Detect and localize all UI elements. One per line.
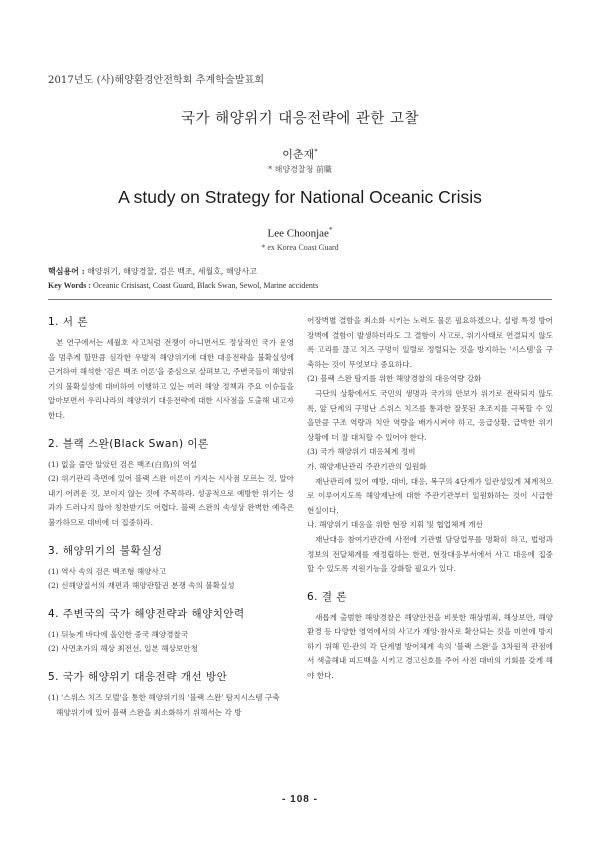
section-2-heading: 2. 블랙 스완(Black Swan) 이론 xyxy=(48,437,209,450)
section-5-item-3-ga-body: 재난관리에 있어 예방, 대비, 대응, 복구의 4단계가 일관성있게 체계적으로 이루어지도록 해양재난에 대한 주관기관부터 일원화하는 것이 시급한 현실이다. xyxy=(307,476,553,515)
korean-keywords-text: 해양위기, 해양경찰, 검은 백조, 세월호, 해양사고 xyxy=(87,267,257,276)
section-5-continued-body: 어장벽별 결함을 최소화 시키는 노력도 물론 필요하겠으나, 설령 특정 방어장벽에 결함이 발생하더라도 그 결함이 사고로, 위기사태로 연결되지 않도록 고리를 끊고 치즈 구멍이 일렬로 정렬되는 것을 방지하는 '시스템'을 구축하는 것이 무엇보다 중요하다. xyxy=(307,316,553,369)
section-6-body: 새롭게 출범한 해양경찰은 해양안전을 비롯한 해상범죄, 해상보안, 해양환경 등 다양한 영역에서의 사고가 재앙·참사로 확산되는 것을 미연에 방지하기 위해 민·관의 각 단계별 방어체계 속의 '블랙 스완'을 3차원적 관점에서 색출해내 피드백을 시키고 경고신호를 주어 사전 대비의 기회를 갖게 해야 한다. xyxy=(307,612,553,681)
section-5-item-3-na-body: 재난대응 참여기관간에 사전에 기관별 담당업무를 명확히 하고, 법령과 정보의 전달체계를 재정립하는 한편, 현장대응부서에서 사고 대응에 집중할 수 있도록 지원기능을 강화할 필요가 있다. xyxy=(307,534,553,574)
english-keywords-label: Key Words : xyxy=(48,281,91,290)
section-4-heading: 4. 주변국의 국가 해양전략과 해양치안력 xyxy=(48,607,245,620)
section-1-body: 본 연구에서는 세월호 사고처럼 전쟁이 아니면서도 정상적인 국가 운영을 멈추게 할만큼 심각한 우발적 해양위기에 대한 대응전략을 불확실성에 근거하여 해석한 '검은 백조 이론'을 중심으로 살펴보고, 주변국들이 해양위기의 불확실성에 대비하여 이행하고 있는 여러 해양 정책과 주요 이슈들을 알아보면서 우리나라의 해양위기 대응전략에 대한 시사점을 도출해 내고자 한다. xyxy=(48,338,294,420)
english-affiliation: * ex Korea Coast Guard xyxy=(261,243,339,252)
section-4-item-1: (1) 뒤늦게 바다에 올인한 중국 해양경찰국 xyxy=(48,629,189,639)
english-keywords xyxy=(48,281,318,290)
right-column xyxy=(307,314,553,684)
english-author-name: Lee Choonjae xyxy=(267,227,329,240)
section-3-item-2: (2) 신해양질서의 재편과 해양관할권 분쟁 속의 불확실성 xyxy=(48,581,235,591)
section-4-item-2: (2) 사면초가의 해상 최전선, 일본 해상보안청 xyxy=(48,644,198,654)
header-divider xyxy=(48,299,552,300)
section-5-item-1: (1) '스위스 치즈 모델'을 통한 해양위기의 '블랙 스완' 탐지시스템 구축 xyxy=(48,692,280,702)
korean-author-mark: * xyxy=(314,147,318,156)
section-6-heading: 6. 결 론 xyxy=(307,590,347,603)
section-3-item-1: (1) 역사 속의 검은 백조형 해양사고 xyxy=(48,566,167,576)
korean-keywords-label: 핵심용어 : xyxy=(48,266,85,276)
korean-affiliation: * 해양경찰청 前職 xyxy=(268,165,332,174)
english-author xyxy=(0,226,600,240)
korean-title: 국가 해양위기 대응전략에 관한 고찰 xyxy=(180,111,420,127)
section-5-body: 해양위기에 있어 블랙 스완을 최소화하기 위해서는 각 방 xyxy=(56,707,242,717)
conference-header: 2017년도 (사)해양환경안전학회 추계학술발표회 xyxy=(48,75,265,86)
section-2-item-2: (2) 위기관리 측면에 있어 블랙 스완 이론이 가지는 시사점 모르는 것, 알아내기 어려운 것, 보이지 않는 것에 주목하라. 성공적으로 예방한 위기는 성과가 드러나지 않아 칭찬받기도 어렵다. 블랙 스완의 속성상 완벽한 예측은 불가하므로 대비에 더 집중하라. xyxy=(48,474,294,527)
english-author-mark: * xyxy=(328,226,333,234)
english-keywords-text: Oceanic Crisisast, Coast Guard, Black Swan, Sewol, Marine accidents xyxy=(92,281,319,290)
section-5-item-2: (2) 블랙 스완 탐지를 위한 해양경찰의 대응역량 강화 xyxy=(307,374,482,384)
left-column xyxy=(48,314,294,720)
section-2-item-1: (1) 없을 줄만 알았던 검은 백조(白鳥)의 역설 xyxy=(48,459,198,469)
page-number: - 108 - xyxy=(282,794,318,805)
section-3-heading: 3. 해양위기의 불확실성 xyxy=(48,544,163,557)
section-1-heading: 1. 서 론 xyxy=(48,316,88,328)
section-5-item-3-ga: 가. 해양재난관리 주관기관의 일원화 xyxy=(307,461,427,471)
section-5-heading: 5. 국가 해양위기 대응전략 개선 방안 xyxy=(48,670,228,683)
section-5-item-3: (3) 국가 해양위기 대응체계 정비 xyxy=(307,447,416,457)
english-title: A study on Strategy for National Oceanic Crisis xyxy=(118,187,482,207)
section-5-item-2-body: 극단의 상황에서도 국민의 생명과 국가의 안보가 위기로 전락되지 않도록, 앞 단계의 구멍난 스위스 치즈를 통과한 잘못된 초조지를 극복할 수 있을만큼 구조 역량과 치안 역량을 배가시켜야 하고, 응급상황, 급박한 위기상황에 더 잘 대처할 수 있어야 한다. xyxy=(307,388,553,442)
section-5-item-3-na: 나. 해양위기 대응을 위한 현장 지휘 및 협업체계 개선 xyxy=(307,520,483,530)
korean-keywords xyxy=(48,266,257,277)
korean-author xyxy=(0,146,600,162)
korean-author-name: 이춘재 xyxy=(282,148,315,161)
